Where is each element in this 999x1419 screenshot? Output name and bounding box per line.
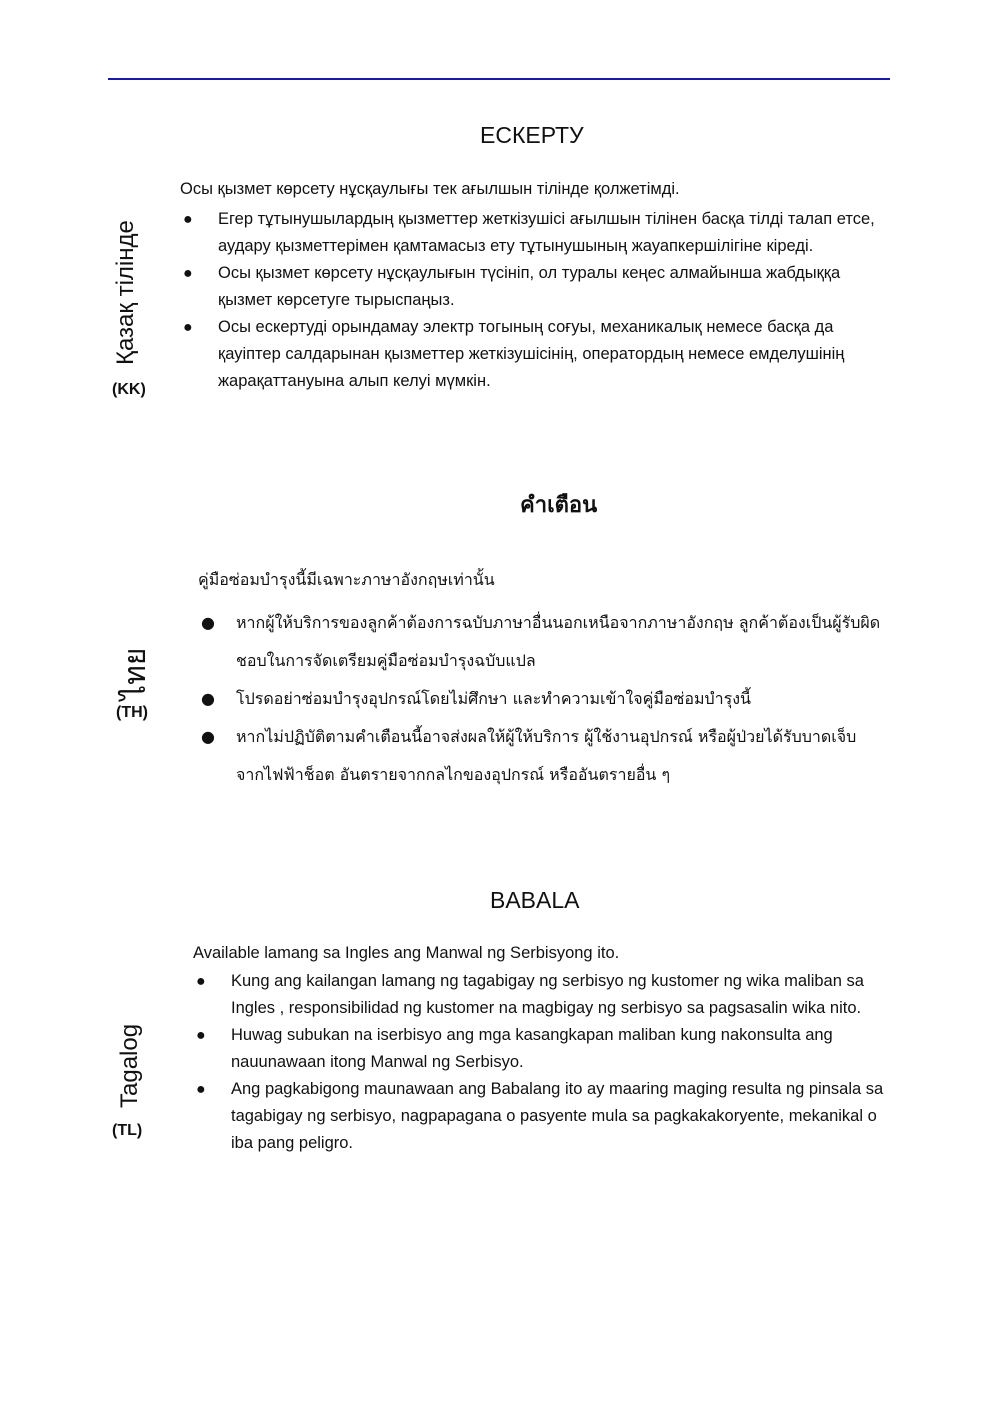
list-item: ● โปรดอย่าซ่อมบำรุงอุปกรณ์โดยไม่ศึกษา และทำความเข้าใจคู่มือซ่อมบำรุงนี้ (198, 680, 883, 718)
intro-text: คู่มือซ่อมบำรุงนี้มีเฉพาะภาษาอังกฤษเท่านั้น (198, 570, 495, 589)
section-heading: ЕСКЕРТУ (480, 122, 584, 148)
header-rule (108, 78, 890, 80)
section-heading: คำเตือน (520, 493, 598, 518)
list-item: ● Huwag subukan na iserbisyo ang mga kasangkapan maliban kung nakonsulta ang nauunawaan itong Manwal ng Serbisyo. (193, 1022, 885, 1076)
bullet-icon: ● (196, 973, 206, 990)
section-heading: BABALA (490, 887, 580, 913)
language-label: Tagalog (116, 1023, 143, 1108)
language-label: Қазақ тілінде (112, 220, 139, 365)
bullet-icon: ● (201, 727, 215, 746)
list-item: ● Егер тұтынушылардың қызметтер жеткізушісі ағылшын тілінен басқа тілді талап етсе, аудару қызметтерімен қамтамасыз ету тұтынушының жауапкершілігіне кіреді. (180, 206, 885, 260)
list-item: ● Kung ang kailangan lamang ng tagabigay ng serbisyo ng kustomer ng wika maliban sa Ingles , responsibilidad ng kustomer na magbigay ng serbisyo sa pagsasalin wika nito. (193, 968, 885, 1022)
list-item: ● หากผู้ให้บริการของลูกค้าต้องการฉบับภาษาอื่นนอกเหนือจากภาษาอังกฤษ ลูกค้าต้องเป็นผู้รับผิดชอบในการจัดเตรียมคู่มือซ่อมบำรุงฉบับแปล (198, 604, 883, 680)
language-code: (KK) (112, 381, 146, 398)
bullet-icon: ● (201, 613, 215, 632)
bullet-icon: ● (201, 689, 215, 708)
language-label: ไทย (118, 647, 153, 700)
bullet-icon: ● (196, 1027, 206, 1044)
bullet-icon: ● (183, 319, 193, 336)
bullet-icon: ● (196, 1081, 206, 1098)
intro-text: Available lamang sa Ingles ang Manwal ng Serbisyong ito. (193, 944, 620, 962)
language-code: (TL) (112, 1122, 143, 1139)
warning-list (180, 206, 885, 395)
bullet-icon: ● (183, 211, 193, 228)
language-code: (TH) (116, 704, 148, 721)
warning-list (198, 604, 883, 794)
list-item: ● Ang pagkabigong maunawaan ang Babalang ito ay maaring maging resulta ng pinsala sa tagabigay ng serbisyo, nagpapagana o pasyente mula sa pagkakakoryente, mekanikal o iba pang peligro. (193, 1076, 885, 1157)
list-item: ● หากไม่ปฏิบัติตามคำเตือนนี้อาจส่งผลให้ผู้ให้บริการ ผู้ใช้งานอุปกรณ์ หรือผู้ป่วยได้รับบาดเจ็บจากไฟฟ้าช็อต อันตรายจากกลไกของอุปกรณ์ หรืออันตรายอื่น ๆ (198, 718, 883, 794)
list-item: ● Осы қызмет көрсету нұсқаулығын түсініп, ол туралы кеңес алмайынша жабдыққа қызмет көрсетуге тырыспаңыз. (180, 260, 885, 314)
intro-text: Осы қызмет көрсету нұсқаулығы тек ағылшын тілінде қолжетімді. (180, 180, 680, 198)
list-item: ● Осы ескертуді орындамау электр тогының соғуы, механикалық немесе басқа да қауіптер салдарынан қызметтер жеткізушісінің, оператордың немесе емделушінің жарақаттануына алып келуі мүмкін. (180, 314, 885, 395)
bullet-icon: ● (183, 265, 193, 282)
warning-list (193, 968, 885, 1157)
